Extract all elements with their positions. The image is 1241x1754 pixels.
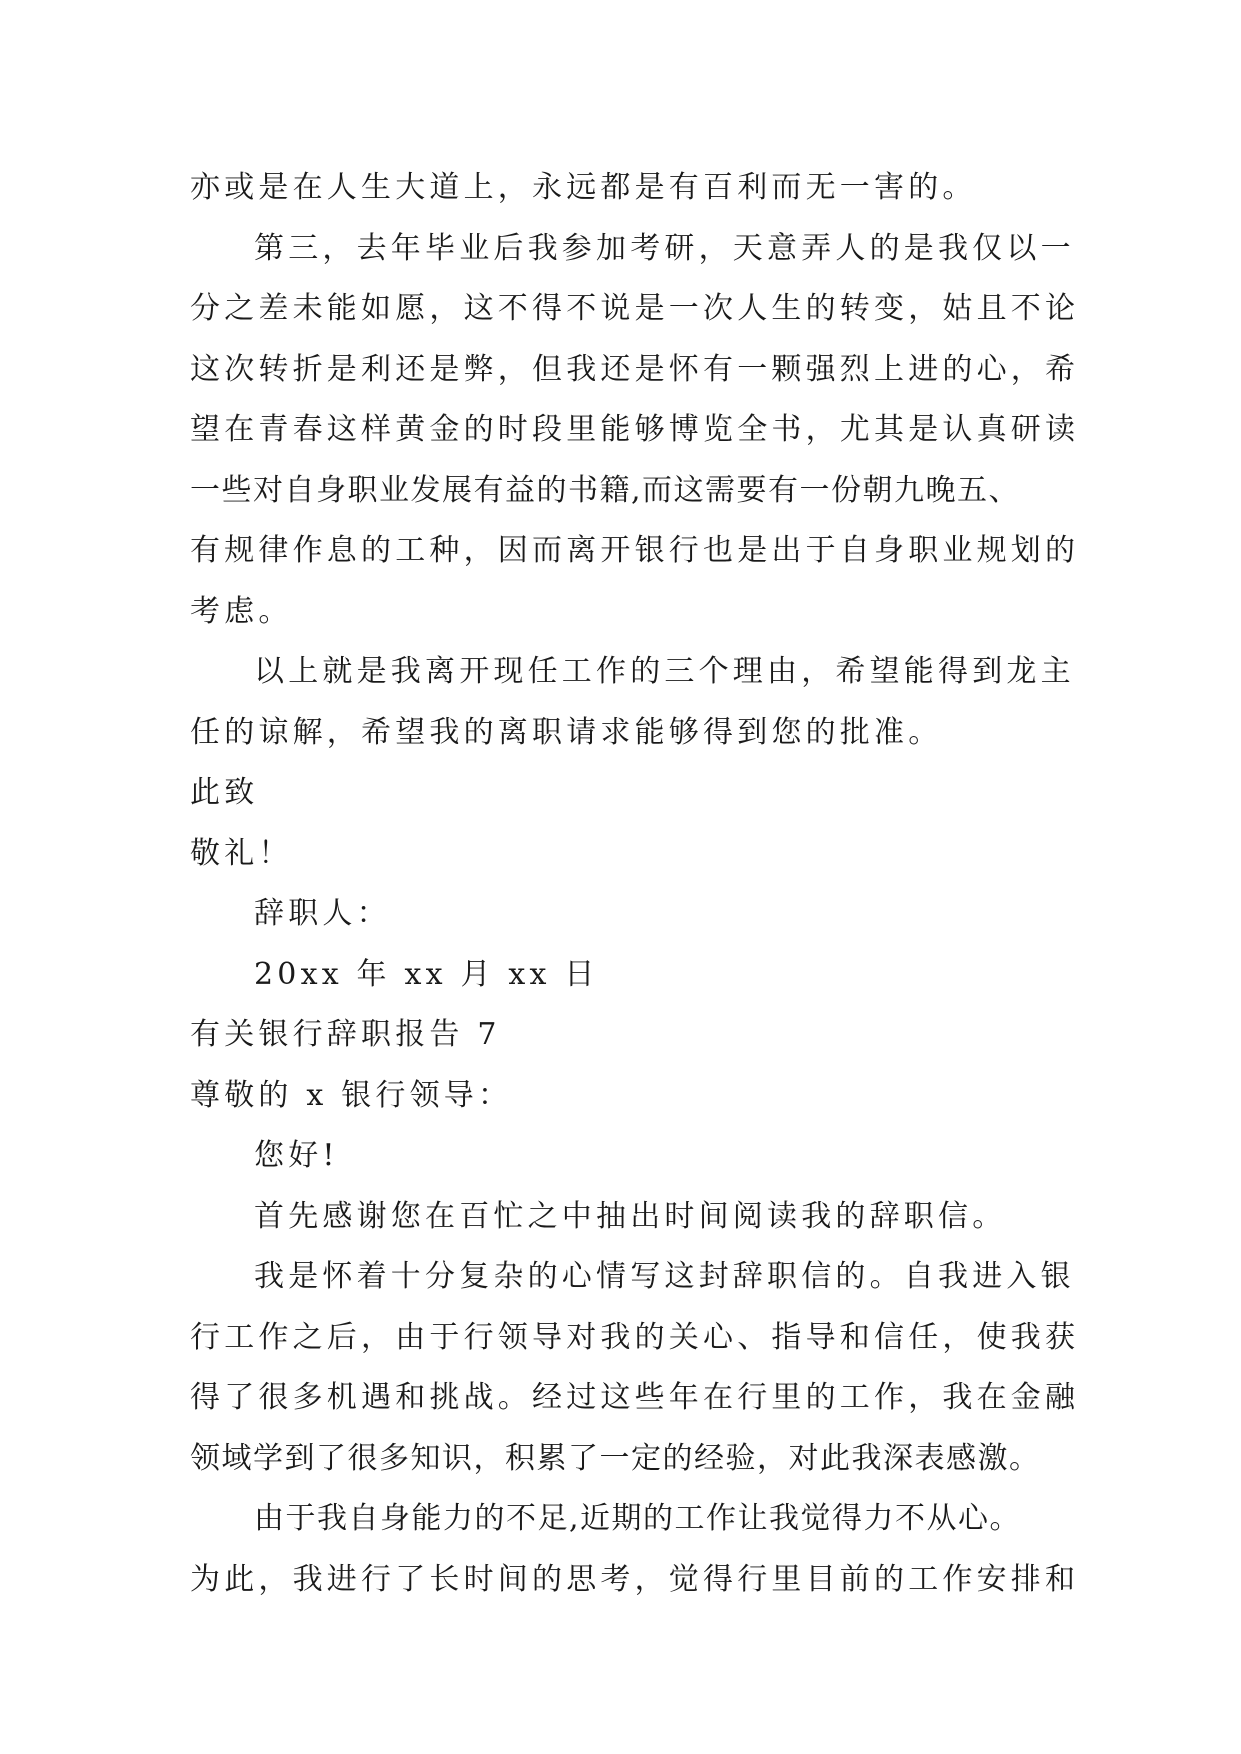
- text-line: 一些对自身职业发展有益的书籍,而这需要有一份朝九晚五、: [190, 472, 1021, 508]
- text-line: 考虑。: [190, 593, 293, 629]
- date-line: 20xx 年 xx 月 xx 日: [254, 956, 599, 992]
- text-line: 以上就是我离开现任工作的三个理由，希望能得到龙主: [254, 654, 1075, 689]
- section-heading: 有关银行辞职报告 7: [190, 1017, 501, 1052]
- text-line: 行工作之后，由于行领导对我的关心、指导和信任，使我获: [190, 1319, 1080, 1355]
- text-line: 首先感谢您在百忙之中抽出时间阅读我的辞职信。: [254, 1198, 1007, 1234]
- text-line: 得了很多机遇和挑战。经过这些年在行里的工作，我在金融: [190, 1380, 1080, 1415]
- text-line: 第三，去年毕业后我参加考研，天意弄人的是我仅以一: [254, 230, 1075, 266]
- text-line: 领域学到了很多知识，积累了一定的经验，对此我深表感激。: [190, 1440, 1041, 1476]
- text-line: 任的谅解，希望我的离职请求能够得到您的批准。: [190, 714, 943, 750]
- text-line: 这次转折是利还是弊，但我还是怀有一颗强烈上进的心，希: [190, 351, 1080, 387]
- text-line: 为此，我进行了长时间的思考，觉得行里目前的工作安排和: [190, 1561, 1080, 1597]
- letter-salutation: 尊敬的 x 银行领导：: [190, 1077, 513, 1113]
- closing-salutation: 此致: [190, 775, 259, 810]
- text-line: 有规律作息的工种，因而离开银行也是出于自身职业规划的: [190, 533, 1080, 568]
- text-line: 分之差未能如愿，这不得不说是一次人生的转变，姑且不论: [190, 291, 1080, 326]
- text-line: 由于我自身能力的不足,近期的工作让我觉得力不从心。: [254, 1501, 1022, 1536]
- greeting: 您好!: [254, 1138, 339, 1173]
- text-line: 亦或是在人生大道上，永远都是有百利而无一害的。: [190, 170, 977, 205]
- signature-label: 辞职人：: [254, 896, 391, 931]
- text-line: 望在青春这样黄金的时段里能够博览全书，尤其是认真研读: [190, 412, 1080, 447]
- document-body: [190, 158, 1080, 1610]
- closing-regards: 敬礼！: [190, 835, 293, 871]
- text-line: 我是怀着十分复杂的心情写这封辞职信的。自我进入银: [254, 1259, 1075, 1294]
